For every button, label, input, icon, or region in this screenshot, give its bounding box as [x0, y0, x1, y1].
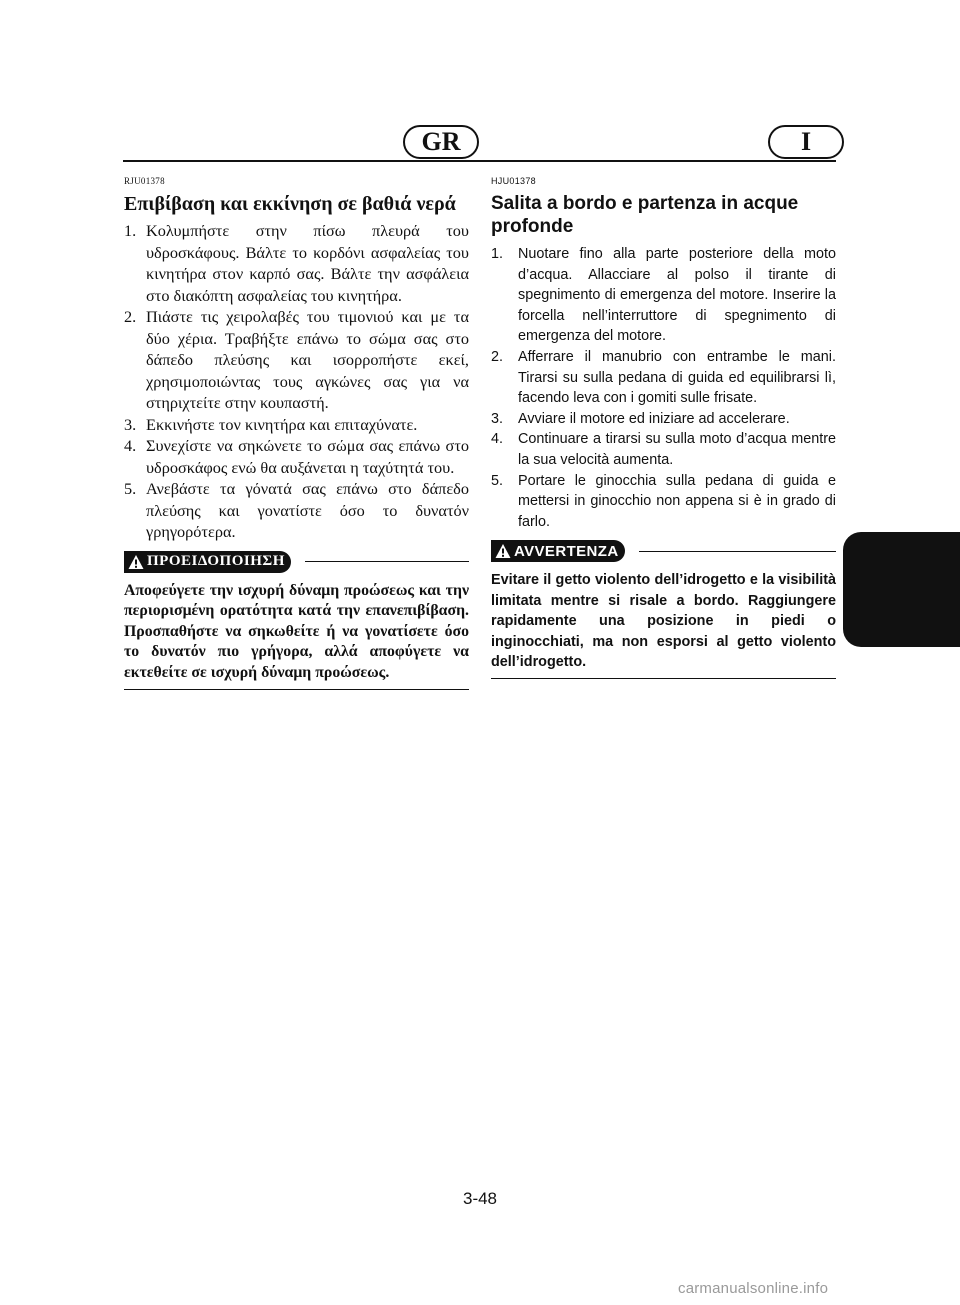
list-item [124, 478, 469, 543]
step-text: Ανεβάστε τα γόνατά σας επάνω στο δάπεδο πλεύσης και γονατίστε όσο το δυνατόν γρηγορότερα. [146, 479, 469, 541]
step-text: Εκκινήστε τον κινητήρα και επιταχύνατε. [146, 414, 418, 434]
chapter-side-tab [843, 532, 960, 647]
step-text: Πιάστε τις χειρολαβές του τιμονιού και με τα δύο χέρια. Τραβήξτε επάνω το σώμα σας στο δάπεδο πλεύσης και ισορροπήστε εκεί, χρησιμοποιώντας τους αγκώνες σας για να στηριχτείτε στην κουπαστή. [146, 307, 469, 412]
warning-label [124, 551, 291, 573]
list-item [124, 220, 469, 306]
list-item [491, 409, 836, 430]
step-number: 4. [124, 436, 137, 455]
list-item [491, 429, 836, 470]
italian-column [491, 176, 836, 679]
language-badge-i: I [768, 125, 844, 159]
warning-text: Evitare il getto violento dell’idrogetto e la visibilità limitata mentre si risale a bordo. Raggiungere rapidamente una posizione in piedi o inginocchiati, ma non esporsi al getto violento dell’idrogetto. [491, 570, 836, 679]
warning-label-text: AVVERTENZA [514, 542, 619, 560]
step-number: 2. [491, 348, 504, 365]
step-number: 5. [491, 472, 504, 489]
section-code: HJU01378 [491, 176, 536, 186]
step-number: 3. [491, 410, 504, 427]
list-item [124, 306, 469, 414]
step-number: 3. [124, 414, 137, 434]
section-code: RJU01378 [124, 176, 165, 186]
list-item [491, 244, 836, 347]
step-list [491, 244, 836, 532]
warning-rule [639, 551, 836, 553]
greek-column [124, 176, 469, 690]
warning-rule [305, 561, 469, 563]
list-item [491, 471, 836, 533]
warning-triangle-icon [495, 543, 511, 559]
step-text: Nuotare fino alla parte posteriore della moto d’acqua. Allacciare al polso il tirante di spegnimento di emergenza del motore. Inserire la forcella nell’interruttore di spegnimento di emergenza del motore. [518, 246, 836, 345]
list-item [124, 414, 469, 436]
list-item [491, 347, 836, 409]
step-number: 1. [491, 246, 504, 262]
step-number: 2. [124, 307, 137, 326]
warning-label [491, 540, 625, 562]
step-list [124, 220, 469, 543]
step-text: Afferrare il manubrio con entrambe le mani. Tirarsi su sulla pedana di guida ed equilibrarsi lì, facendo leva con i gomiti sulle frisate. [518, 348, 836, 407]
section-heading: Salita a bordo e partenza in acque profonde [491, 193, 799, 237]
page-number: 3-48 [462, 1189, 498, 1208]
step-number: 5. [124, 479, 137, 498]
warning-text: Αποφεύγετε την ισχυρή δύναμη προώσεως και την περιορισμένη ορατότητα κατά την επανεπιβίβαση. Προσπαθήστε να σηκωθείτε ή να γονατίσετε όσο το δυνατόν πιο γρήγορα, αλλά αποφύγετε να εκτεθείτε σε ισχυρή δύναμη προώσεως. [124, 581, 469, 691]
language-badge-gr: GR [403, 125, 479, 159]
step-text: Portare le ginocchia sulla pedana di guida e mettersi in ginocchio non appena si è in grado di farlo. [518, 472, 836, 530]
step-number: 1. [124, 221, 137, 240]
step-number: 4. [491, 431, 504, 448]
step-text: Avviare il motore ed iniziare ad accelerare. [518, 410, 790, 427]
header-rule [123, 160, 836, 162]
warning-header [124, 551, 469, 573]
step-text: Συνεχίστε να σηκώνετε το σώμα σας επάνω στο υδροσκάφος ενώ θα αυξάνεται η ταχύτητά του. [146, 436, 469, 477]
warning-label-text: ΠΡΟΕΙΔΟΠΟΙΗΣΗ [147, 553, 285, 569]
warning-triangle-icon [128, 554, 144, 570]
step-text: Κολυμπήστε στην πίσω πλευρά του υδροσκάφους. Βάλτε το κορδόνι ασφαλείας του κινητήρα στον καρπό σας. Βάλτε την ασφάλεια στο διακόπτη ασφαλείας του κινητήρα. [146, 221, 469, 305]
section-heading: Επιβίβαση και εκκίνηση σε βαθιά νερά [124, 193, 456, 215]
warning-header [491, 540, 836, 562]
watermark: carmanualsonline.info [678, 1280, 829, 1297]
list-item [124, 435, 469, 478]
step-text: Continuare a tirarsi su sulla moto d’acqua mentre la sua velocità aumenta. [518, 431, 836, 468]
